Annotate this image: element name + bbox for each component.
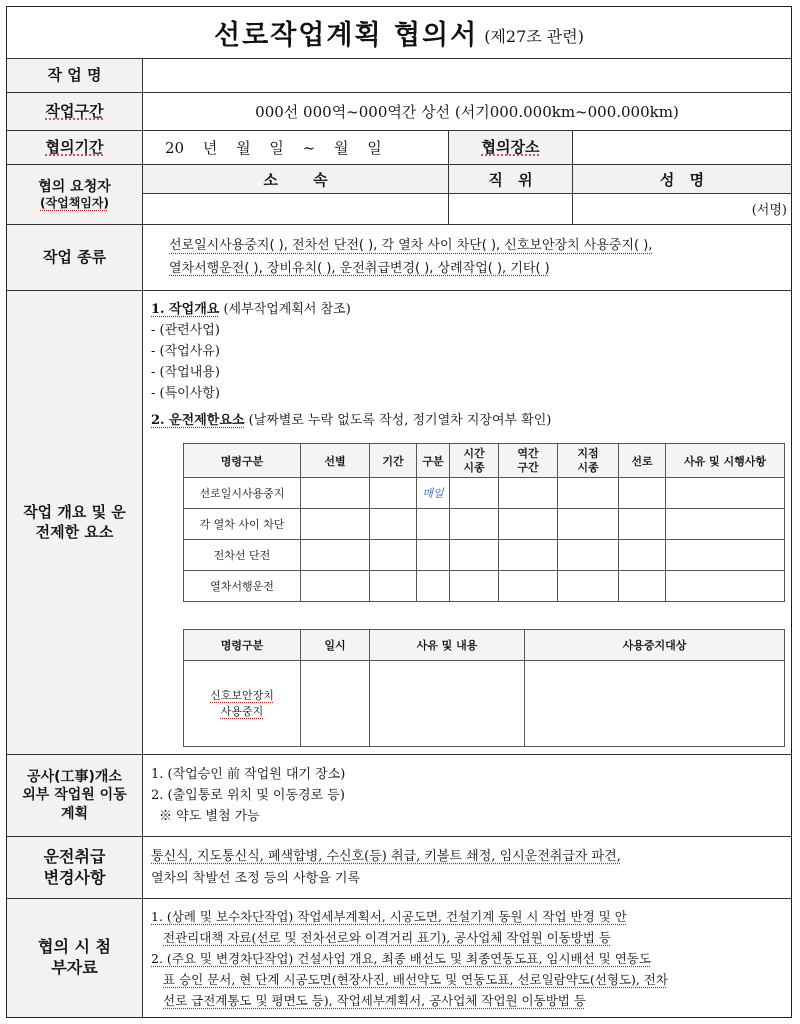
work-section-field[interactable]: 000선 000역~000역간 상선 (서기000.000km~000.000km) (255, 103, 679, 121)
change-line: 열차의 착발선 조정 등의 사항을 기록 (151, 870, 361, 886)
period-row (7, 131, 791, 165)
section2-title: 2. 운전제한요소 (151, 413, 245, 428)
col-header: 지점 시종 (558, 444, 619, 478)
movement-label: 공사(工事)개소 외부 작업원 이동계획 (7, 755, 143, 836)
movement-row (7, 755, 791, 837)
col-header: 명령구분 (184, 444, 301, 478)
work-section-row (7, 93, 791, 131)
attach-line: 표 승인 문서, 현 단계 시공도면(현장사진, 배선약도 및 연동도표, 선로일람약도(선형도), 전차 (163, 971, 668, 987)
name-header: 성 명 (659, 170, 705, 189)
title-row (7, 7, 791, 59)
table-row (184, 540, 785, 571)
col-header: 사유 및 시행사항 (666, 444, 785, 478)
section1-title: 1. 작업개요 (151, 302, 220, 317)
movement-item: 1. (작업승인 前 작업원 대기 장소) (151, 767, 346, 782)
change-line: 통신식, 지도통신식, 폐색합병, 수신호(등) 취급, 키볼트 쇄정, 임시운전취급자 파견, (151, 848, 621, 864)
row-label: 각 열차 사이 차단 (184, 509, 301, 540)
table-row (184, 571, 785, 602)
section2-note: (날짜별로 누락 없도록 작성, 정기열차 지장여부 확인) (248, 413, 552, 428)
restriction-table (183, 443, 785, 602)
table-row (184, 478, 785, 509)
overview-label: 작업 개요 및 운전제한 요소 (7, 291, 143, 754)
col-header: 구분 (417, 444, 450, 478)
overview-row (7, 291, 791, 755)
place-label: 협의장소 (449, 131, 573, 164)
change-content (143, 837, 791, 898)
movement-item: 2. (출입통로 위치 및 이동경로 등) (151, 788, 345, 803)
attach-row (7, 899, 791, 1017)
row-label: 선로일시사용중지 (184, 478, 301, 509)
table-row (184, 661, 785, 747)
requester-label-sub: (작업책임자) (40, 195, 109, 210)
col-header: 선별 (301, 444, 370, 478)
form-title: 선로작업계획 협의서 (214, 20, 479, 51)
attach-line: 1. (상례 및 보수차단작업) 작업세부계획서, 시공도면, 건설기계 동원 시 작업 반경 및 안 (151, 908, 627, 924)
work-name-row (7, 59, 791, 93)
work-type-options (143, 225, 791, 290)
position-field[interactable] (449, 193, 573, 224)
col-header: 명령구분 (184, 630, 301, 661)
form (6, 6, 792, 1018)
requester-label (7, 165, 143, 224)
work-name-field[interactable] (143, 59, 791, 92)
affiliation-header: 소 속 (143, 165, 449, 193)
col-header: 시간 시종 (450, 444, 499, 478)
row-label: 열차서행운전 (184, 571, 301, 602)
attach-line: 전관리대책 자료(선로 및 전차선로와 이격거리 표기), 공사업체 작업원 이동방법 등 (163, 929, 611, 945)
signal-table (183, 629, 785, 747)
change-row (7, 837, 791, 899)
row-label: 신호보안장치 사용중지 (184, 661, 301, 747)
col-header: 역간 구간 (499, 444, 558, 478)
work-name-label: 작 업 명 (7, 59, 143, 92)
work-type-row (7, 225, 791, 291)
requester-label-main: 협의 요청자 (38, 178, 111, 195)
section1-item: - (작업내용) (151, 365, 220, 380)
movement-note: ※ 약도 별첨 가능 (159, 809, 260, 824)
daily-cell[interactable]: 매일 (417, 478, 450, 509)
attach-content (143, 899, 791, 1017)
requester-header (143, 165, 791, 194)
col-header: 일시 (301, 630, 370, 661)
table-row (184, 509, 785, 540)
attach-label: 협의 시 첨부자료 (7, 899, 143, 1017)
col-header: 사용중지대상 (525, 630, 785, 661)
position-header: 직 위 (449, 165, 573, 193)
overview-content (143, 291, 791, 754)
attach-line: 2. (주요 및 변경차단작업) 건설사업 개요, 최종 배선도 및 최종연동도표, 임시배선 및 연동도 (151, 950, 651, 966)
period-label: 협의기간 (7, 131, 143, 164)
work-type-line[interactable]: 선로일시사용중지( ), 전차선 단전( ), 각 열차 사이 차단( ), 신호보안장치 사용중지( ), (169, 238, 653, 254)
place-field[interactable] (573, 131, 791, 164)
requester-row (7, 165, 791, 225)
row-label: 전차선 단전 (184, 540, 301, 571)
col-header: 사유 및 내용 (370, 630, 525, 661)
section1-note: (세부작업계획서 참조) (223, 302, 351, 317)
work-section-label: 작업구간 (7, 93, 143, 130)
col-header: 선로 (619, 444, 666, 478)
change-label: 운전취급 변경사항 (7, 837, 143, 898)
section1-item: - (작업사유) (151, 344, 220, 359)
affiliation-field[interactable] (143, 193, 449, 224)
attach-line: 선로 급전계통도 및 평면도 등), 작업세부계획서, 공사업체 작업원 이동방법 등 (163, 992, 586, 1008)
form-title-ref: (제27조 관련) (484, 27, 584, 46)
period-field[interactable]: 20 년 월 일 ~ 월 일 (143, 131, 449, 164)
work-type-label: 작업 종류 (7, 225, 143, 290)
sign-field[interactable]: (서명) (751, 203, 787, 218)
work-type-line[interactable]: 열차서행운전( ), 장비유치( ), 운전취급변경( ), 상례작업( ), 기타( ) (169, 260, 550, 276)
movement-content (143, 755, 791, 836)
section1-item: - (관련사업) (151, 323, 220, 338)
section1-item: - (특이사항) (151, 386, 220, 401)
requester-fields (143, 193, 791, 224)
col-header: 기간 (370, 444, 417, 478)
